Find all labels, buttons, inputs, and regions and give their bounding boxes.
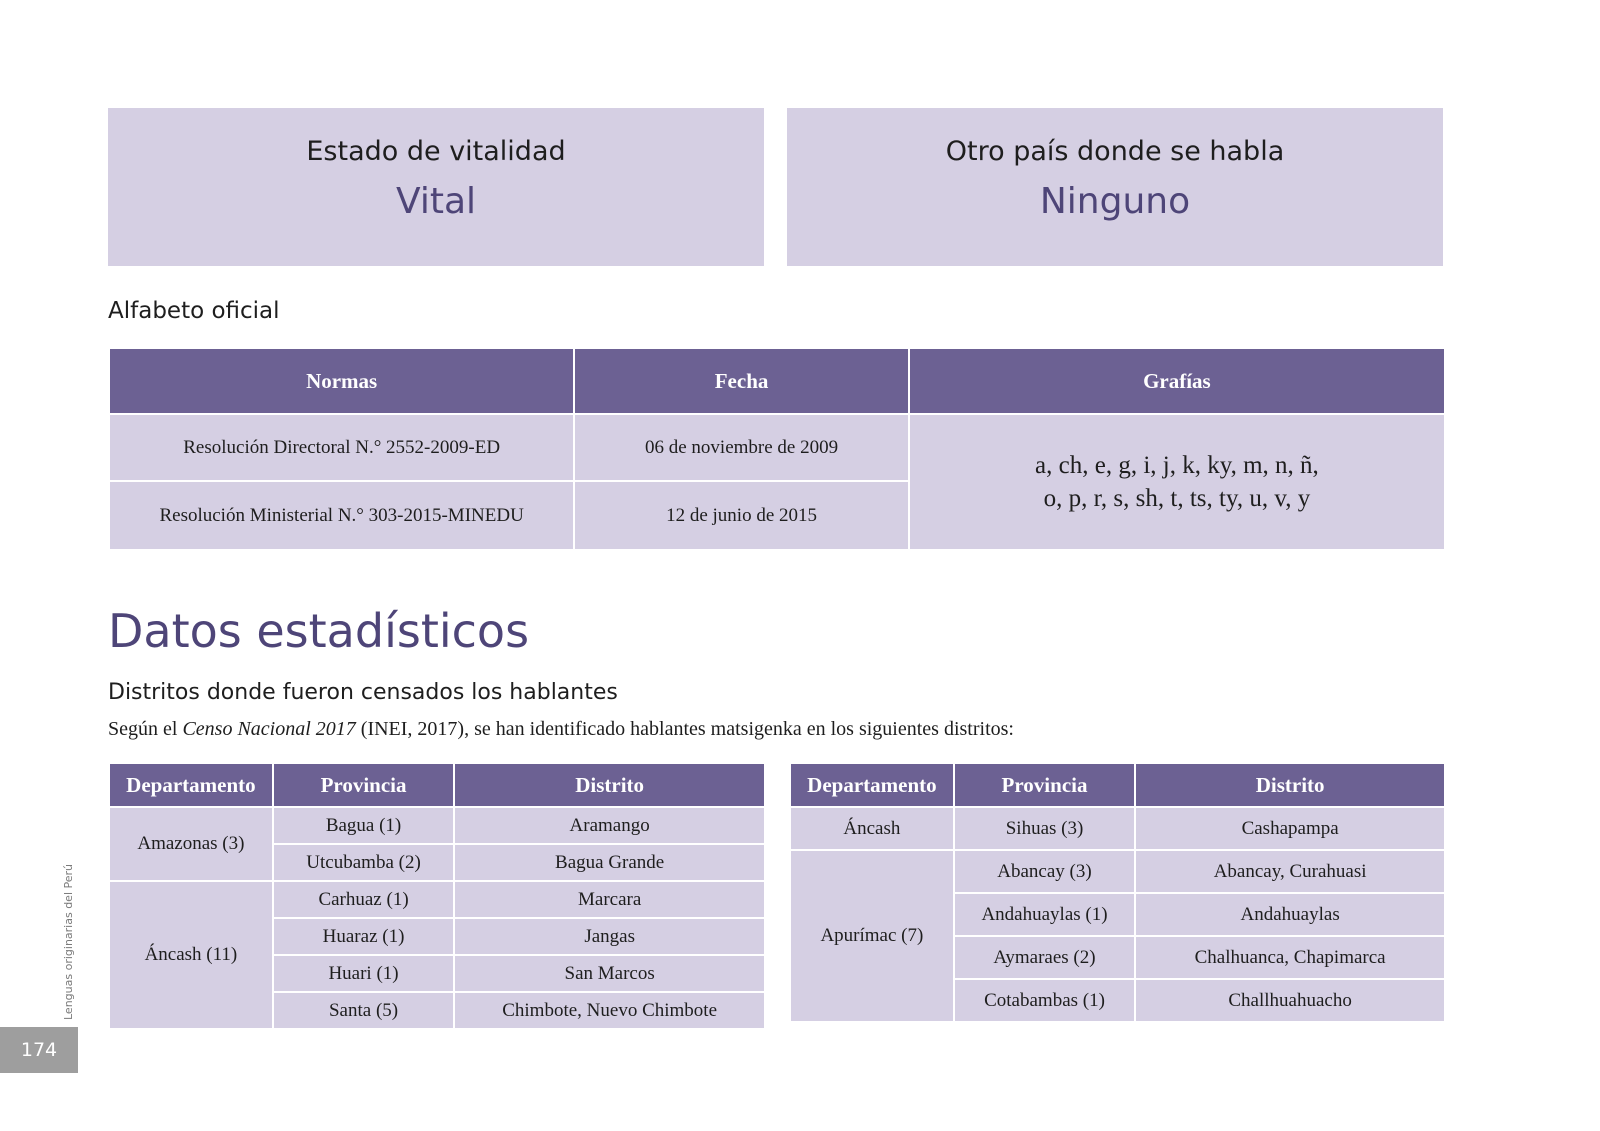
header-departamento: Departamento [790,763,954,807]
grafias-cell [909,414,1445,550]
intro-paragraph [108,718,1014,741]
other-country-box [787,108,1443,266]
provincia-cell: Cotabambas (1) [954,979,1135,1022]
book-title-sidebar: Lenguas originarias del Perú [62,863,75,1020]
provincia-cell: Huari (1) [273,955,454,992]
distrito-cell: Andahuaylas [1135,893,1445,936]
departamento-cell: Apurímac (7) [790,850,954,1022]
provincia-cell: Bagua (1) [273,807,454,844]
norma-cell: Resolución Ministerial N.° 303-2015-MINEDU [109,481,574,550]
districts-table-right [789,762,1446,1023]
header-grafias: Grafías [909,348,1445,414]
departamento-cell: Amazonas (3) [109,807,273,881]
header-departamento: Departamento [109,763,273,807]
distrito-cell: Jangas [454,918,765,955]
other-country-value: Ninguno [1039,181,1191,222]
other-country-label: Otro país donde se habla [945,136,1285,167]
distrito-cell: Marcara [454,881,765,918]
fecha-cell: 12 de junio de 2015 [574,481,909,550]
districts-table-left [108,762,766,1030]
header-distrito: Distrito [1135,763,1445,807]
provincia-cell: Andahuaylas (1) [954,893,1135,936]
vitality-value: Vital [395,181,476,222]
alphabet-heading: Alfabeto oficial [108,298,280,324]
norma-cell: Resolución Directoral N.° 2552-2009-ED [109,414,574,481]
distrito-cell: Cashapampa [1135,807,1445,850]
intro-after: (INEI, 2017), se han identificado hablantes matsigenka en los siguientes distritos: [355,718,1014,740]
distrito-cell: Aramango [454,807,765,844]
intro-before: Según el [108,718,183,740]
table-row [790,850,1445,893]
table-row [109,807,765,844]
alphabet-table [108,347,1446,551]
grafias-line-2: o, p, r, s, sh, t, ts, ty, u, v, y [1043,485,1311,512]
vitality-box [108,108,764,266]
distrito-cell: Bagua Grande [454,844,765,881]
provincia-cell: Sihuas (3) [954,807,1135,850]
table-row [790,807,1445,850]
header-fecha: Fecha [574,348,909,414]
table-row [109,881,765,918]
table-row [109,414,1445,481]
departamento-cell: Áncash [790,807,954,850]
header-normas: Normas [109,348,574,414]
provincia-cell: Abancay (3) [954,850,1135,893]
page-number: 174 [0,1027,78,1073]
header-provincia: Provincia [273,763,454,807]
provincia-cell: Carhuaz (1) [273,881,454,918]
distrito-cell: Abancay, Curahuasi [1135,850,1445,893]
districts-heading: Distritos donde fueron censados los hablantes [108,680,618,705]
fecha-cell: 06 de noviembre de 2009 [574,414,909,481]
provincia-cell: Santa (5) [273,992,454,1029]
grafias-line-1: a, ch, e, g, i, j, k, ky, m, n, ñ, [1035,452,1319,479]
distrito-cell: Challhuahuacho [1135,979,1445,1022]
distrito-cell: Chimbote, Nuevo Chimbote [454,992,765,1029]
provincia-cell: Aymaraes (2) [954,936,1135,979]
distrito-cell: Chalhuanca, Chapimarca [1135,936,1445,979]
departamento-cell: Áncash (11) [109,881,273,1029]
header-provincia: Provincia [954,763,1135,807]
intro-census-title: Censo Nacional 2017 [182,718,356,740]
distrito-cell: San Marcos [454,955,765,992]
section-title: Datos estadísticos [108,604,530,658]
provincia-cell: Utcubamba (2) [273,844,454,881]
header-distrito: Distrito [454,763,765,807]
provincia-cell: Huaraz (1) [273,918,454,955]
vitality-label: Estado de vitalidad [306,136,566,167]
